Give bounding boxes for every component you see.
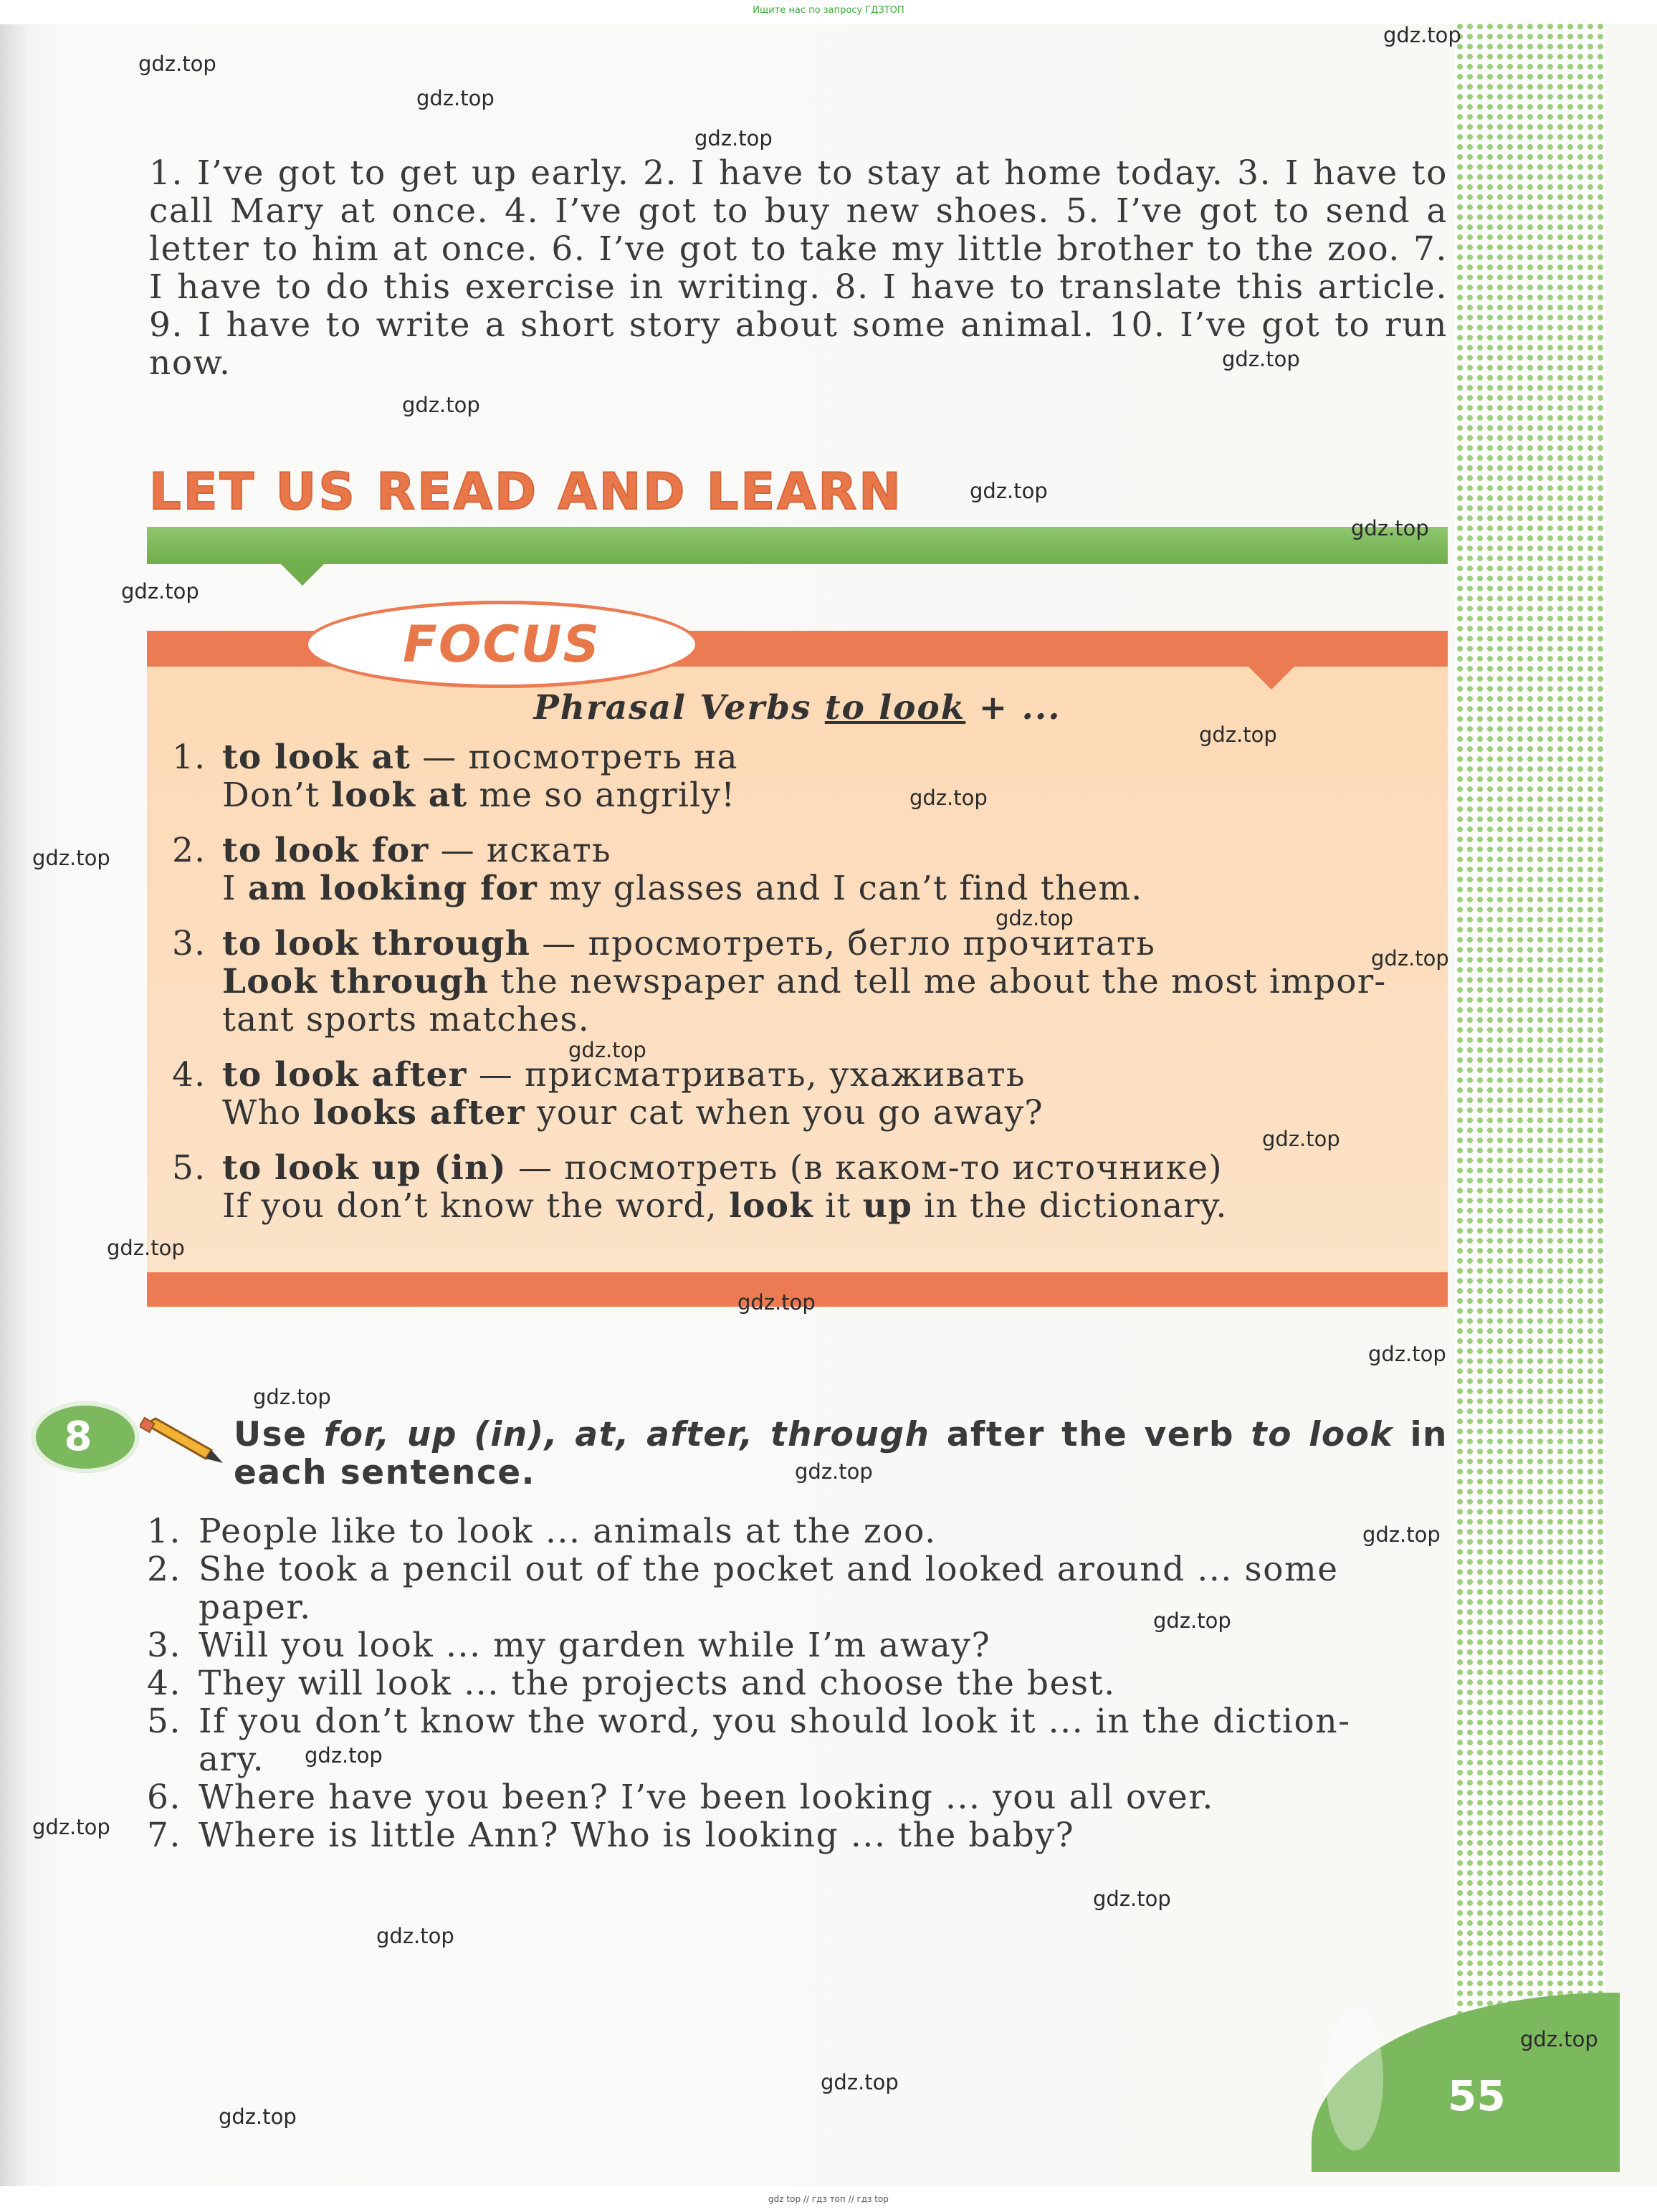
focus-item-dash: — xyxy=(411,738,469,777)
focus-heading xyxy=(147,688,1448,728)
focus-item-verb: to look through xyxy=(222,924,531,963)
focus-item-number: 4. xyxy=(172,1055,206,1095)
watermark: gdz.top xyxy=(568,1038,646,1062)
focus-item-translation: посмотреть (в каком-то источнике) xyxy=(564,1148,1223,1188)
focus-example-text: your cat when you go away? xyxy=(525,1093,1044,1133)
instruction-verb: to look xyxy=(1251,1415,1394,1454)
focus-item xyxy=(172,831,1441,907)
sentence-text: Will you look ... my garden while I’m away? xyxy=(199,1626,991,1665)
sentence-text: If you don’t know the word, you should look it ... in the diction- xyxy=(199,1702,1351,1741)
focus-item xyxy=(172,1056,1441,1132)
watermark: gdz.top xyxy=(219,2104,297,2129)
focus-example-verb: looks after xyxy=(312,1093,525,1133)
instruction-particles: for, up (in), at, after, through xyxy=(323,1415,930,1454)
watermark: gdz.top xyxy=(737,1290,816,1315)
watermark: gdz.top xyxy=(1199,723,1277,747)
page-corner-highlight xyxy=(1326,2007,1383,2150)
right-dotted-pattern xyxy=(1455,22,1605,2050)
watermark: gdz.top xyxy=(32,846,110,870)
section-bar-notch xyxy=(280,563,325,586)
focus-item-translation: присматривать, ухаживать xyxy=(525,1055,1026,1095)
sentence-text: Where have you been? I’ve been looking ... you all over. xyxy=(199,1778,1214,1817)
watermark: gdz.top xyxy=(694,126,773,151)
watermark: gdz.top xyxy=(1371,946,1449,971)
watermark: gdz.top xyxy=(402,393,480,417)
watermark: gdz.top xyxy=(253,1385,331,1409)
watermark: gdz.top xyxy=(795,1459,873,1484)
sentence-continuation: ary. xyxy=(199,1740,265,1779)
exercise-sentence xyxy=(147,1626,1448,1664)
focus-item-dash: — xyxy=(530,924,588,963)
focus-example-verb: up xyxy=(862,1186,913,1226)
sentence-number: 7. xyxy=(147,1816,182,1855)
watermark: gdz.top xyxy=(1222,347,1300,371)
focus-example-text: I xyxy=(222,869,248,908)
pencil-icon xyxy=(140,1416,226,1466)
focus-item xyxy=(172,925,1441,1039)
exercise-sentence xyxy=(147,1512,1448,1550)
exercise-sentence xyxy=(147,1702,1448,1740)
focus-item-dash: — xyxy=(467,1055,525,1095)
page-number: 55 xyxy=(1448,2072,1506,2120)
watermark: gdz.top xyxy=(1093,1887,1171,1911)
sentence-text: Where is little Ann? Who is looking ... the baby? xyxy=(199,1816,1075,1855)
focus-item-translation: посмотреть на xyxy=(468,738,738,777)
exercise-sentence xyxy=(147,1778,1448,1816)
watermark: gdz.top xyxy=(107,1236,185,1260)
exercise-number: 8 xyxy=(64,1414,92,1460)
focus-label: FOCUS xyxy=(403,615,601,674)
focus-example-text: it xyxy=(813,1186,863,1226)
sentence-number: 3. xyxy=(147,1626,182,1665)
watermark: gdz.top xyxy=(416,86,495,110)
focus-item-number: 1. xyxy=(172,738,206,777)
focus-example-text: Don’t xyxy=(222,776,332,815)
sentence-number: 1. xyxy=(147,1512,182,1551)
watermark: gdz.top xyxy=(821,2070,899,2094)
focus-example-text: the newspaper and tell me about the most impor- xyxy=(489,962,1387,1001)
instruction-text: after the verb xyxy=(930,1415,1251,1454)
focus-item-verb: to look at xyxy=(222,738,411,777)
watermark: gdz.top xyxy=(138,52,216,76)
focus-item-verb: to look up (in) xyxy=(222,1148,507,1188)
answers-paragraph: 1. I’ve got to get up early. 2. I have to stay at home today. 3. I have to call Mary at once. 4. I’ve got to buy new shoes. 5. I’ve got to send a letter to him at once. 6. I’ve got to take my little brother to the zoo. 7. I have to do this exercise in writing. 8. I have to translate this article. 9. I have to write a short story about some animal. 10. I’ve got to run now. xyxy=(149,153,1448,383)
watermark: gdz.top xyxy=(995,906,1074,930)
sentence-number: 2. xyxy=(147,1550,182,1589)
top-banner: Ищите нас по запросу ГДЗТОП xyxy=(0,0,1657,24)
sentence-text: They will look ... the projects and choose the best. xyxy=(199,1664,1116,1703)
watermark: gdz.top xyxy=(909,786,988,810)
focus-example-text: my glasses and I can’t find them. xyxy=(537,869,1143,908)
focus-item-translation: искать xyxy=(486,831,611,870)
focus-item xyxy=(172,1149,1441,1225)
focus-heading-prefix: Phrasal Verbs xyxy=(533,688,825,728)
section-title: LET US READ AND LEARN xyxy=(149,462,903,521)
focus-example-verb: look xyxy=(729,1186,813,1226)
focus-label-oval xyxy=(305,601,699,688)
focus-example-text: If you don’t know the word, xyxy=(222,1186,730,1226)
watermark: gdz.top xyxy=(970,479,1048,503)
instruction-text: Use xyxy=(234,1415,324,1454)
watermark: gdz.top xyxy=(32,1815,110,1839)
watermark: gdz.top xyxy=(1153,1608,1231,1633)
watermark: gdz.top xyxy=(1383,23,1461,47)
focus-item-dash: — xyxy=(506,1148,565,1188)
focus-example-text: Who xyxy=(222,1093,313,1133)
sentence-number: 6. xyxy=(147,1778,182,1817)
sentence-text: She took a pencil out of the pocket and looked around ... some xyxy=(199,1550,1339,1589)
watermark: gdz.top xyxy=(376,1924,454,1948)
watermark: gdz.top xyxy=(1351,516,1429,540)
exercise-sentence xyxy=(147,1816,1448,1854)
focus-example-text: me so angrily! xyxy=(467,776,736,815)
focus-item-verb: to look after xyxy=(222,1055,467,1095)
exercise-sentence xyxy=(147,1550,1448,1588)
exercise-sentence-list xyxy=(147,1512,1448,1854)
sentence-text: People like to look ... animals at the zoo. xyxy=(199,1512,937,1551)
watermark: gdz.top xyxy=(1520,2027,1598,2051)
sentence-continuation: paper. xyxy=(199,1588,312,1627)
focus-bar-notch xyxy=(1247,665,1296,690)
focus-example-verb: Look through xyxy=(222,962,490,1001)
focus-heading-suffix: + ... xyxy=(965,688,1061,728)
section-green-bar xyxy=(147,527,1448,564)
sentence-number: 5. xyxy=(147,1702,182,1741)
focus-heading-verb: to look xyxy=(824,688,966,728)
focus-example-verb: look at xyxy=(331,776,468,815)
bottom-strip: gdz top // гдз топ // гдз top xyxy=(0,2186,1657,2212)
watermark: gdz.top xyxy=(121,579,199,604)
watermark: gdz.top xyxy=(305,1743,383,1768)
focus-example-verb: am looking for xyxy=(247,869,538,908)
focus-item-number: 5. xyxy=(172,1148,206,1188)
exercise-sentence xyxy=(147,1664,1448,1702)
focus-example-continuation: tant sports matches. xyxy=(222,1000,590,1039)
focus-example-text: in the dictionary. xyxy=(912,1186,1228,1226)
focus-item-verb: to look for xyxy=(222,831,429,870)
focus-item-number: 2. xyxy=(172,831,206,870)
watermark: gdz.top xyxy=(1262,1127,1340,1151)
focus-item xyxy=(172,738,1441,814)
watermark: gdz.top xyxy=(1362,1522,1441,1547)
instruction-text: in each sentence. xyxy=(234,1415,1448,1492)
focus-item-translation: просмотреть, бегло прочитать xyxy=(588,924,1155,963)
watermark: gdz.top xyxy=(1368,1342,1446,1366)
focus-item-dash: — xyxy=(429,831,487,870)
focus-item-number: 3. xyxy=(172,924,206,963)
sentence-number: 4. xyxy=(147,1664,182,1703)
